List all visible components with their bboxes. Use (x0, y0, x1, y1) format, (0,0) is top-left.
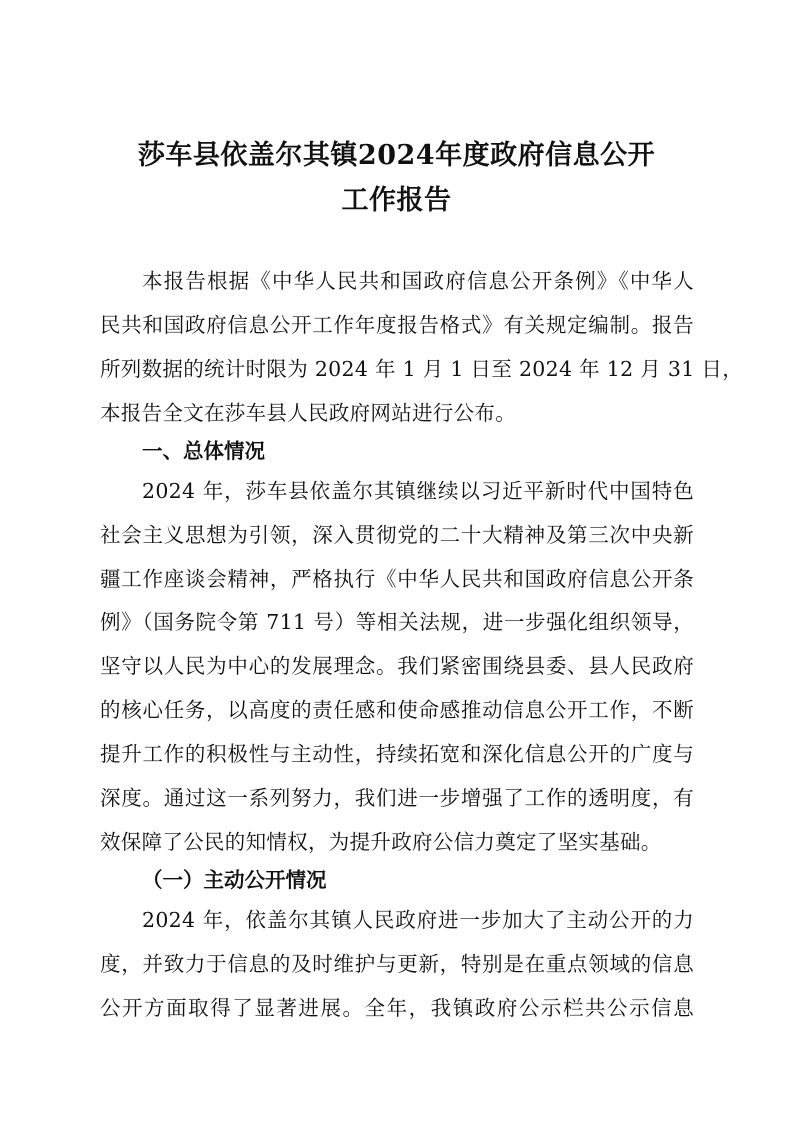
document-title-line-2: 工作报告 (341, 185, 452, 216)
section-heading-overview: 一、总体情况 (142, 439, 265, 463)
subsection1-line: 度，并致力于信息的及时维护与更新，特别是在重点领域的信息 (100, 952, 694, 976)
intro-line: 所列数据的统计时限为 2024 年 1 月 1 日至 2024 年 12 月 31 日， (100, 357, 743, 381)
section1-line: 提升工作的积极性与主动性，持续拓宽和深化信息公开的广度与 (100, 742, 694, 766)
section1-line: 的核心任务，以高度的责任感和使命感推动信息公开工作，不断 (100, 698, 694, 722)
subsection1-line: 公开方面取得了显著进展。全年，我镇政府公示栏共公示信息 (100, 996, 694, 1020)
subsection1-line: 2024 年，依盖尔其镇人民政府进一步加大了主动公开的力 (142, 908, 694, 932)
section1-line: 深度。通过这一系列努力，我们进一步增强了工作的透明度，有 (100, 786, 694, 810)
intro-line: 本报告根据《中华人民共和国政府信息公开条例》《中华人 (142, 269, 694, 293)
intro-line: 本报告全文在莎车县人民政府网站进行公布。 (100, 401, 516, 425)
section1-line: 例》（国务院令第 711 号）等相关法规，进一步强化组织领导， (100, 610, 694, 634)
section1-line: 效保障了公民的知情权，为提升政府公信力奠定了坚实基础。 (100, 830, 662, 854)
intro-line: 民共和国政府信息公开工作年度报告格式》有关规定编制。报告 (100, 313, 694, 337)
section1-line: 坚守以人民为中心的发展理念。我们紧密围绕县委、县人民政府 (100, 654, 694, 678)
subsection-heading-active-disclosure: （一）主动公开情况 (142, 868, 327, 892)
section1-line: 社会主义思想为引领，深入贯彻党的二十大精神及第三次中央新 (100, 523, 694, 547)
section1-line: 疆工作座谈会精神，严格执行《中华人民共和国政府信息公开条 (100, 567, 694, 591)
document-title-line-1: 莎车县依盖尔其镇2024年度政府信息公开 (137, 140, 656, 171)
section1-line: 2024 年，莎车县依盖尔其镇继续以习近平新时代中国特色 (142, 479, 694, 503)
